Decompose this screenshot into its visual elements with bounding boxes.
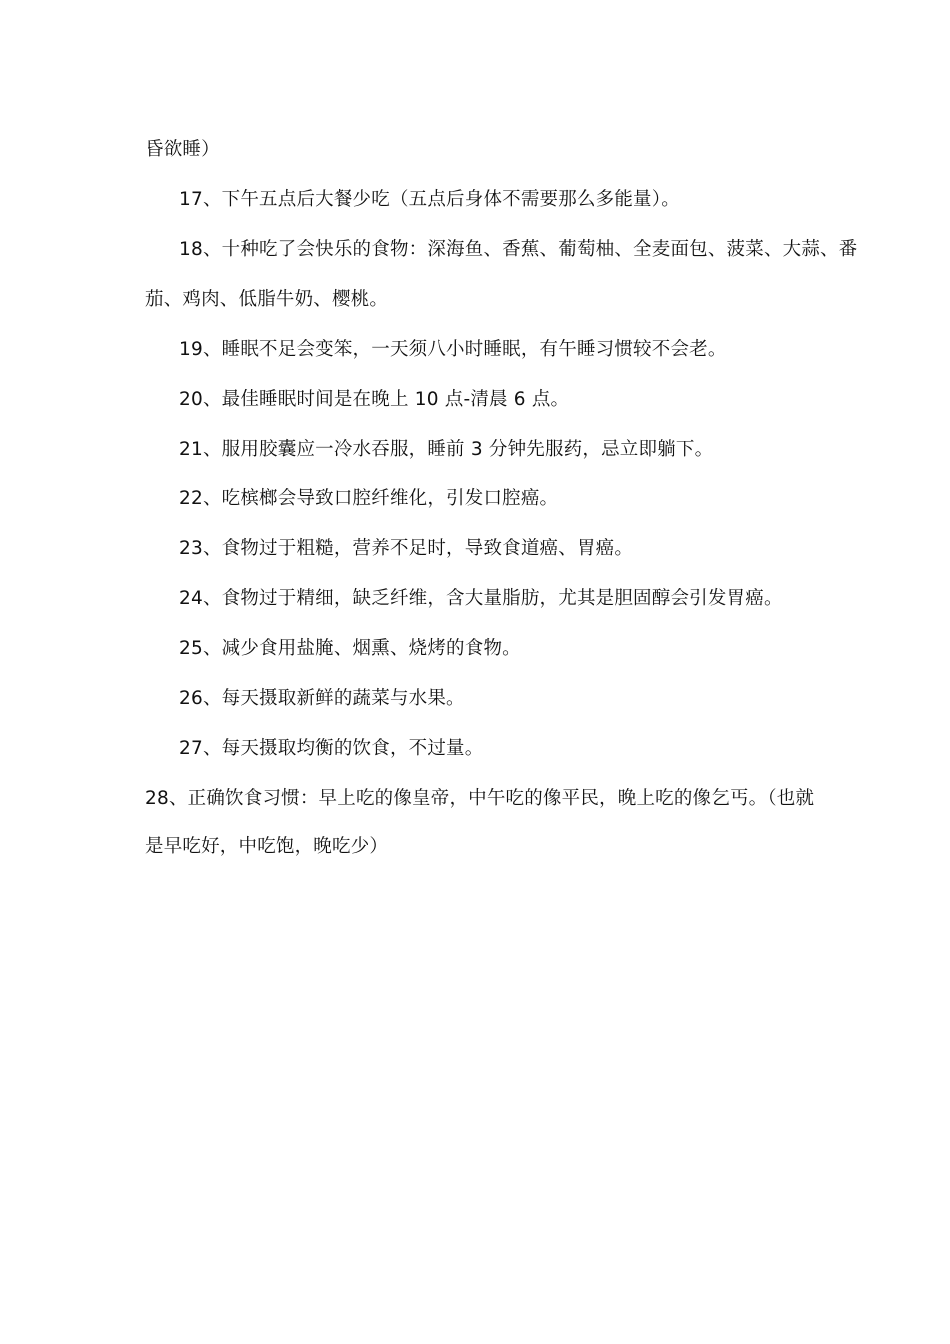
list-item-17: 17、下午五点后大餐少吃（五点后身体不需要那么多能量）。 — [179, 189, 680, 210]
list-item-28-continuation: 是早吃好，中吃饱，晚吃少） — [145, 836, 389, 857]
list-item-21: 21、服用胶囊应一冷水吞服，睡前 3 分钟先服药，忌立即躺下。 — [179, 439, 714, 460]
list-item-26: 26、每天摄取新鲜的蔬菜与水果。 — [179, 688, 465, 709]
list-item-28: 28、正确饮食习惯：早上吃的像皇帝，中午吃的像平民，晚上吃的像乞丐。（也就 — [145, 788, 815, 809]
list-item-23: 23、食物过于粗糙，营养不足时，导致食道癌、胃癌。 — [179, 538, 634, 559]
list-item-19: 19、睡眠不足会变笨，一天须八小时睡眠，有午睡习惯较不会老。 — [179, 339, 727, 360]
list-item-22: 22、吃槟榔会导致口腔纤维化，引发口腔癌。 — [179, 488, 559, 509]
list-item-25: 25、减少食用盐腌、烟熏、烧烤的食物。 — [179, 638, 521, 659]
list-item-18: 18、十种吃了会快乐的食物：深海鱼、香蕉、葡萄柚、全麦面包、菠菜、大蒜、番 — [179, 239, 858, 260]
list-item-18-continuation: 茄、鸡肉、低脂牛奶、樱桃。 — [145, 289, 389, 310]
text-line-continuation: 昏欲睡） — [145, 139, 220, 160]
list-item-20: 20、最佳睡眠时间是在晚上 10 点-清晨 6 点。 — [179, 389, 570, 410]
list-item-24: 24、食物过于精细，缺乏纤维，含大量脂肪，尤其是胆固醇会引发胃癌。 — [179, 588, 783, 609]
list-item-27: 27、每天摄取均衡的饮食，不过量。 — [179, 738, 484, 759]
